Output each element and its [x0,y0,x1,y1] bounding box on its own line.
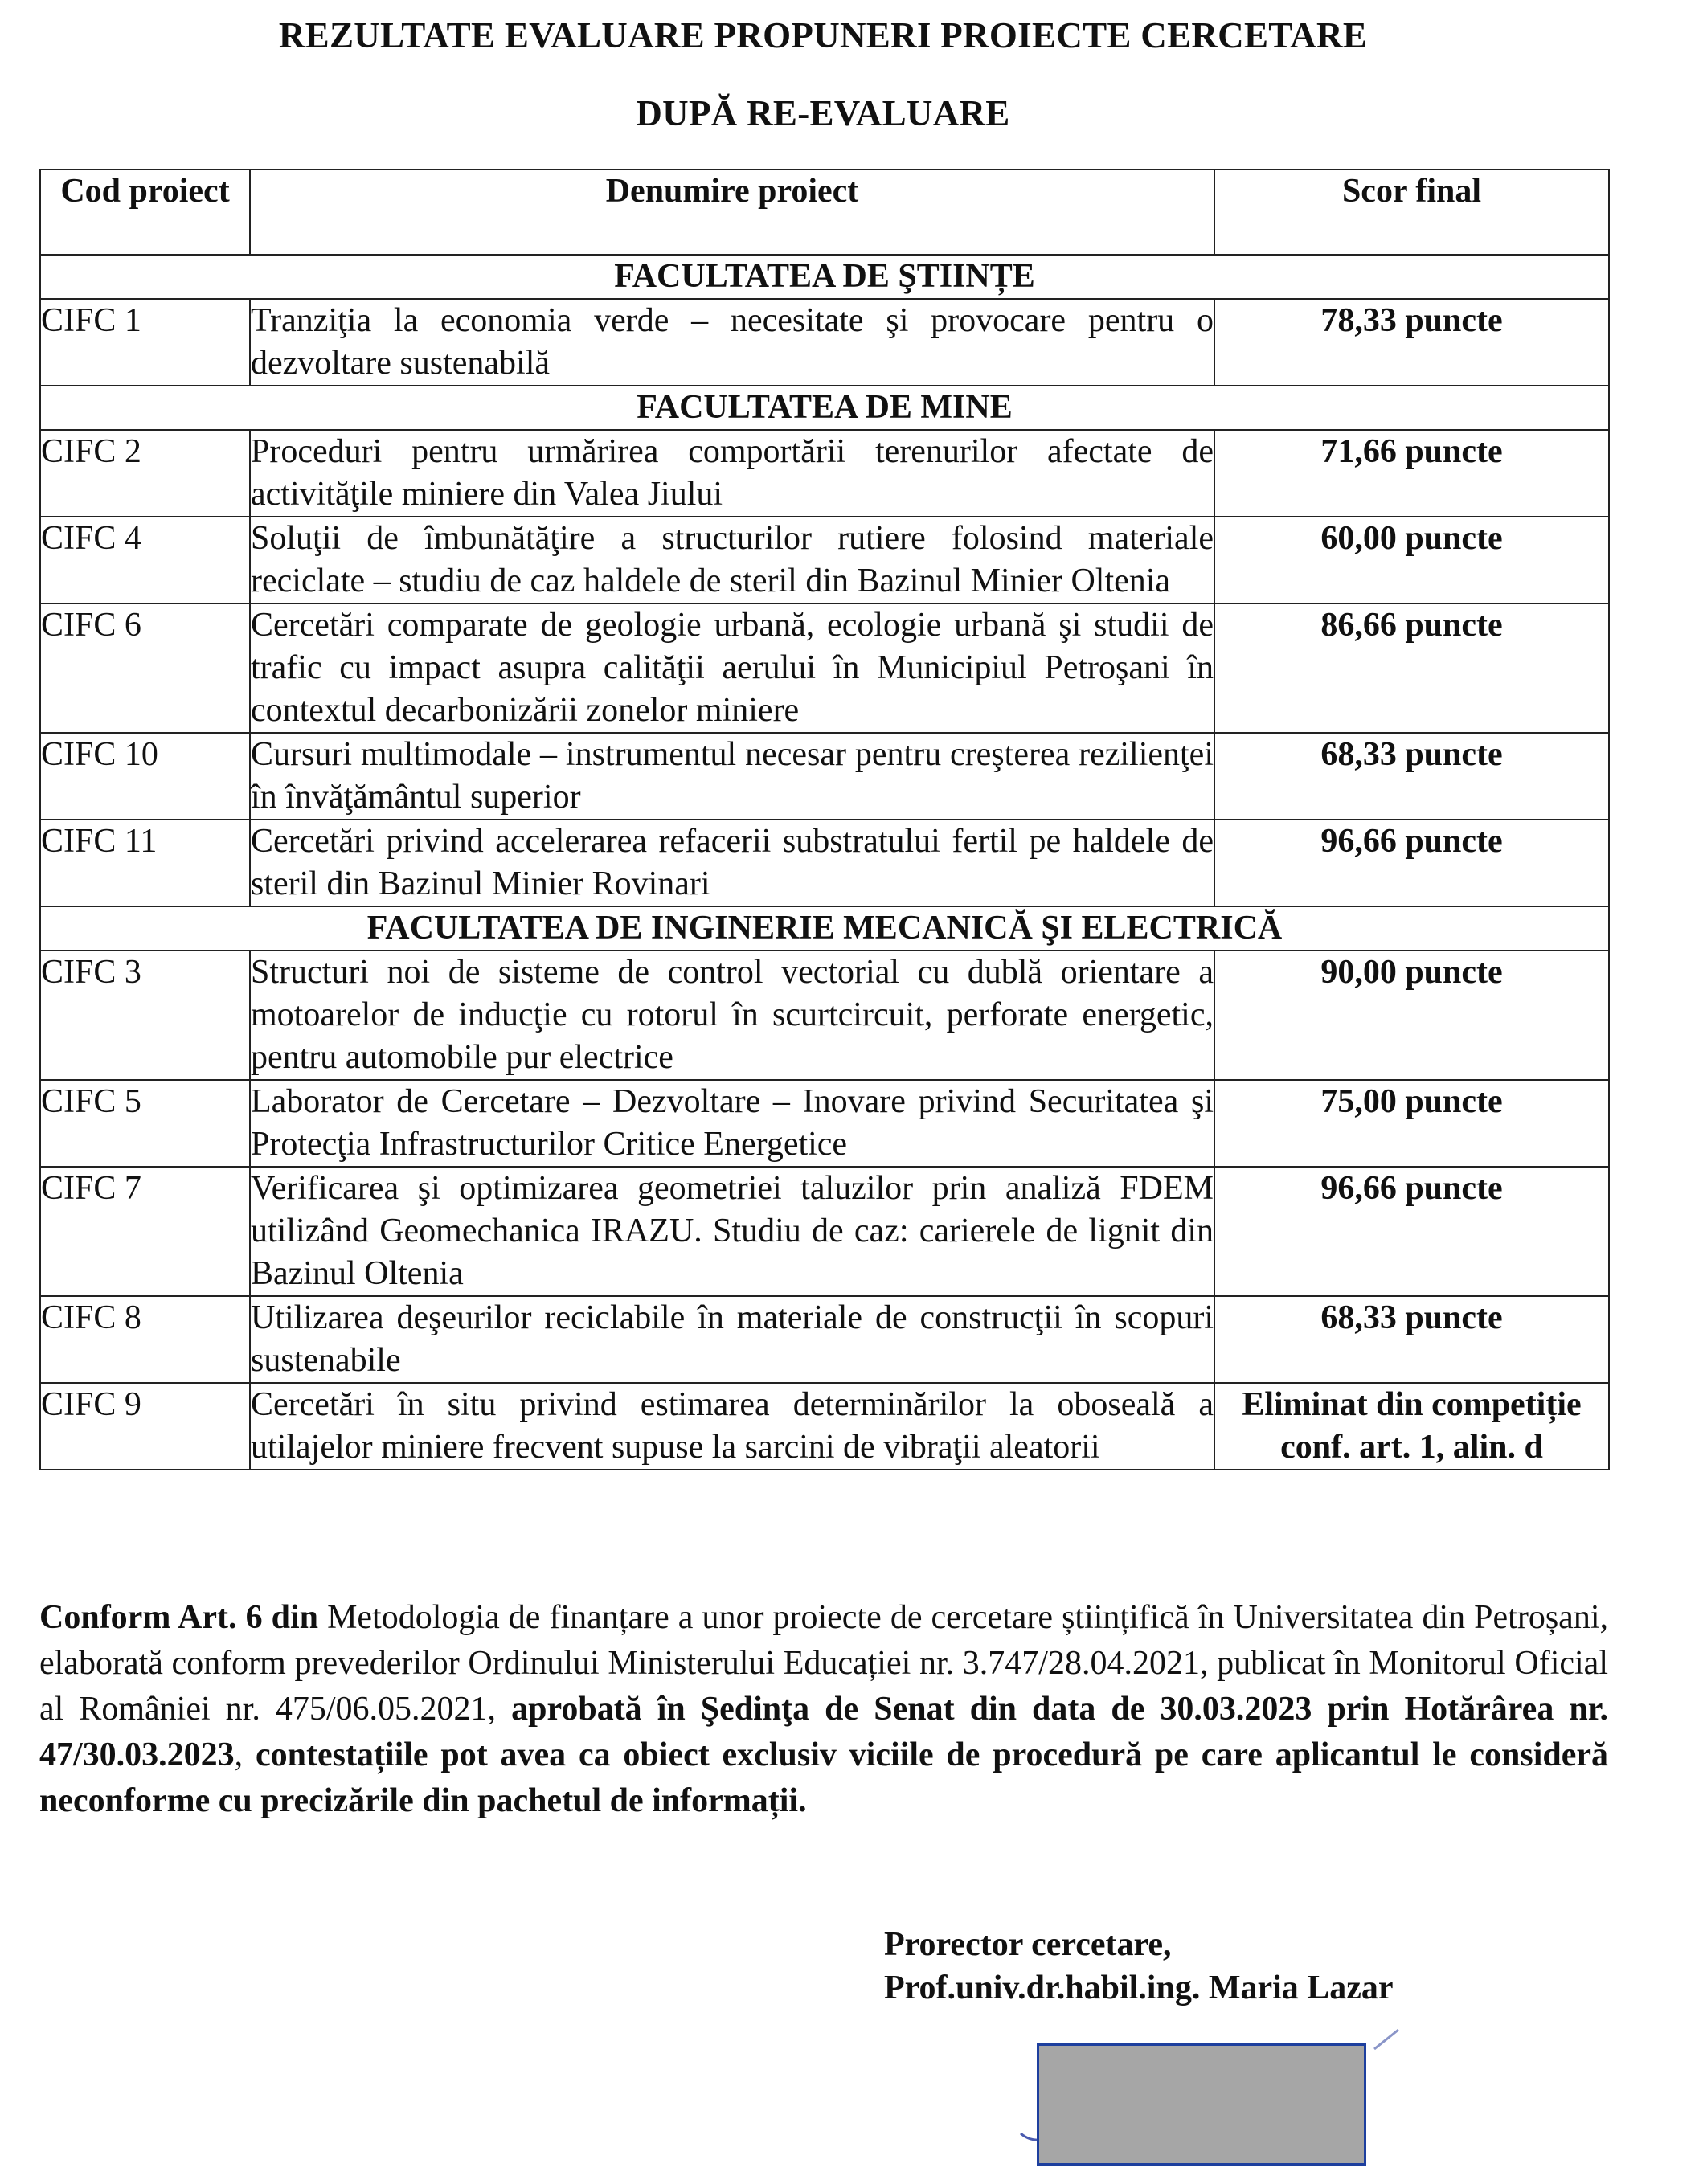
column-header-score: Scor final [1214,170,1609,255]
table-row [40,603,1609,733]
project-name: Proceduri pentru urmărirea comportării terenurilor afectate de activităţile miniere din Valea Jiului [250,430,1214,517]
project-score: 90,00 puncte [1214,951,1609,1080]
project-code: CIFC 6 [40,603,250,733]
table-row [40,1296,1609,1383]
section-title: FACULTATEA DE ŞTIINȚE [40,255,1609,299]
project-name: Cercetări în situ privind estimarea determinărilor la oboseală a utilajelor miniere frecvent supuse la sarcini de vibraţii aleatorii [250,1383,1214,1470]
table-header-row [40,170,1609,255]
project-name: Soluţii de îmbunătăţire a structurilor rutiere folosind materiale reciclate – studiu de caz haldele de steril din Bazinul Minier Oltenia [250,517,1214,603]
project-code: CIFC 3 [40,951,250,1080]
table-row [40,430,1609,517]
project-name: Verificarea şi optimizarea geometriei taluzilor prin analiză FDEM utilizând Geomechanica IRAZU. Studiu de caz: carierele de lignit din Bazinul Oltenia [250,1167,1214,1296]
project-score: 68,33 puncte [1214,1296,1609,1383]
note-separator: , [234,1736,256,1773]
signature-name: Prof.univ.dr.habil.ing. Maria Lazar [884,1969,1394,2006]
project-code: CIFC 4 [40,517,250,603]
project-code: CIFC 11 [40,820,250,906]
table-row [40,1167,1609,1296]
project-score: 96,66 puncte [1214,820,1609,906]
section-title: FACULTATEA DE MINE [40,386,1609,430]
project-score: 96,66 puncte [1214,1167,1609,1296]
table-row [40,733,1609,820]
section-row [40,386,1609,430]
table-row [40,517,1609,603]
project-score: 86,66 puncte [1214,603,1609,733]
project-name: Cursuri multimodale – instrumentul necesar pentru creşterea rezilienţei în învăţământul superior [250,733,1214,820]
project-name: Tranziţia la economia verde – necesitate şi provocare pentru o dezvoltare sustenabilă [250,299,1214,386]
results-table [39,169,1610,1470]
document-title: REZULTATE EVALUARE PROPUNERI PROIECTE CERCETARE [278,15,1368,55]
project-code: CIFC 2 [40,430,250,517]
document-subtitle: DUPĂ RE-EVALUARE [636,93,1010,133]
project-score: Eliminat din competiție conf. art. 1, alin. d [1214,1383,1609,1470]
project-name: Cercetări comparate de geologie urbană, ecologie urbană şi studii de trafic cu impact asupra calităţii aerului în Municipiul Petroşani în contextul decarbonizării zonelor miniere [250,603,1214,733]
project-name: Cercetări privind accelerarea refacerii substratului fertil pe haldele de steril din Bazinul Minier Rovinari [250,820,1214,906]
section-row [40,906,1609,951]
project-code: CIFC 10 [40,733,250,820]
redacted-signature-stamp [1037,2043,1366,2166]
note-regular-text: Metodologia de finanțare a unor proiecte de cercetare științifică în Universitatea din Petroșani, elaborată conform prevederilor Ordinului Ministerului Educației nr. 3.747/28.04.2021, publicat în Monitorul Oficial al României nr. 475/06.05.2021, [39,1599,1608,1728]
section-title: FACULTATEA DE INGINERIE MECANICĂ ŞI ELECTRICĂ [40,906,1609,951]
section-row [40,255,1609,299]
column-header-code: Cod proiect [40,170,250,255]
project-code: CIFC 1 [40,299,250,386]
note-bold-contestations: contestațiile pot avea ca obiect exclusiv viciile de procedură pe care aplicantul le consideră neconforme cu precizările din pachetul de informații. [39,1736,1609,1819]
project-score: 60,00 puncte [1214,517,1609,603]
table-row [40,1383,1609,1470]
note-bold-approval: aprobată în Şedinţa de Senat din data de 30.03.2023 prin Hotărârea nr. 47/30.03.2023 [39,1691,1609,1773]
table-row [40,299,1609,386]
project-code: CIFC 7 [40,1167,250,1296]
project-code: CIFC 8 [40,1296,250,1383]
table-row [40,820,1609,906]
project-score: 68,33 puncte [1214,733,1609,820]
column-header-name: Denumire proiect [250,170,1214,255]
signature-role: Prorector cercetare, [884,1926,1172,1963]
project-score: 78,33 puncte [1214,299,1609,386]
project-score: 75,00 puncte [1214,1080,1609,1167]
table-row [40,951,1609,1080]
project-name: Structuri noi de sisteme de control vectorial cu dublă orientare a motoarelor de inducţie cu rotorul în scurtcircuit, perforate energetic, pentru automobile pur electrice [250,951,1214,1080]
note-bold-lead: Conform Art. 6 din [39,1599,319,1636]
project-name: Utilizarea deşeurilor reciclabile în materiale de construcţii în scopuri sustenabile [250,1296,1214,1383]
project-score: 71,66 puncte [1214,430,1609,517]
project-code: CIFC 9 [40,1383,250,1470]
table-row [40,1080,1609,1167]
project-code: CIFC 5 [40,1080,250,1167]
methodology-note [39,1595,1608,1824]
project-name: Laborator de Cercetare – Dezvoltare – Inovare privind Securitatea şi Protecţia Infrastructurilor Critice Energetice [250,1080,1214,1167]
